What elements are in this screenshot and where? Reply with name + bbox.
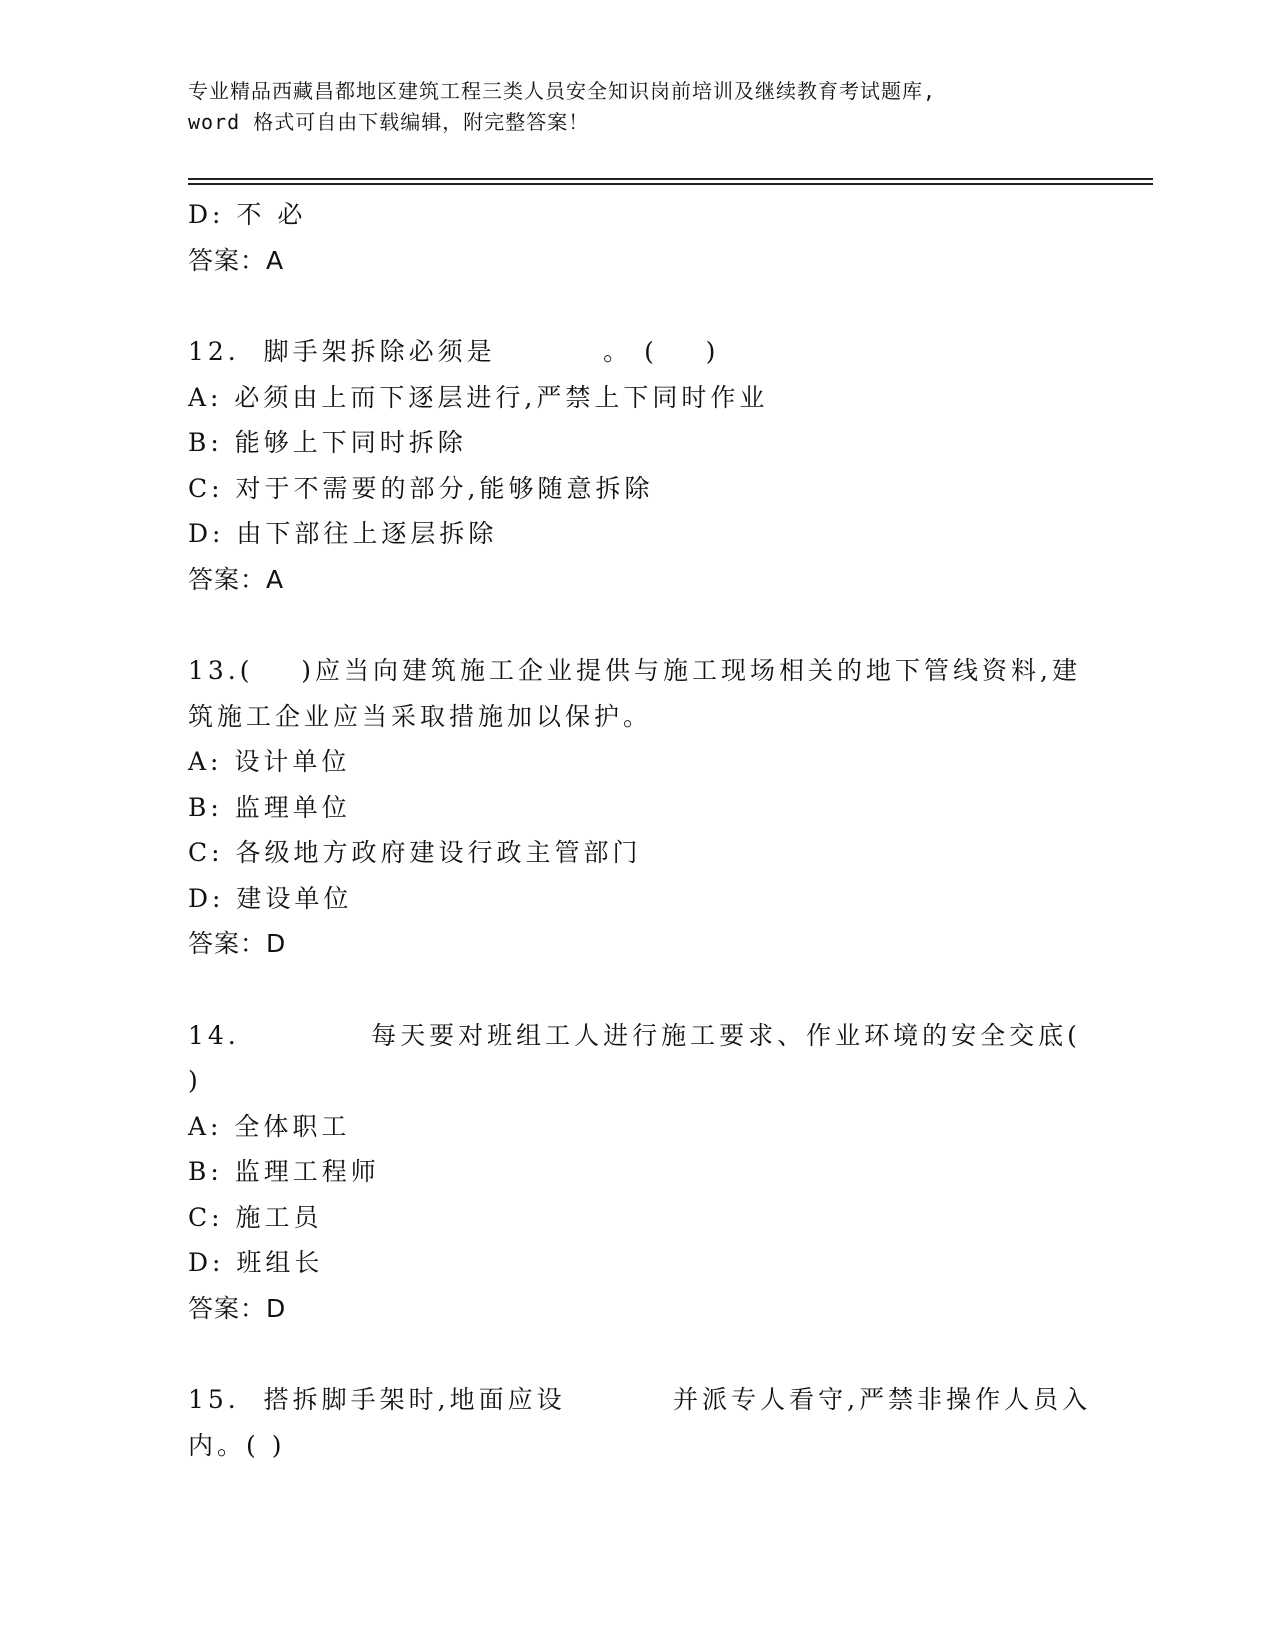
question-12-option-d: D: 由下部往上逐层拆除 <box>188 519 498 548</box>
question-13-option-d: D: 建设单位 <box>188 883 353 913</box>
question-14-stem-line-2: ) <box>188 1066 202 1095</box>
question-14-stem-line-1: 14. 每天要对班组工人进行施工要求、作业环境的安全交底( <box>188 1020 1081 1050</box>
header-title-line-1: 专业精品西藏昌都地区建筑工程三类人员安全知识岗前培训及继续教育考试题库, <box>188 79 937 103</box>
question-13-stem-line-1: 13.( )应当向建筑施工企业提供与施工现场相关的地下管线资料,建 <box>188 656 1082 685</box>
question-13-option-c: C: 各级地方政府建设行政主管部门 <box>188 838 642 867</box>
question-13-option-a: A: 设计单位 <box>188 747 351 776</box>
question-12-option-c: C: 对于不需要的部分,能够随意拆除 <box>188 473 654 503</box>
spacer <box>188 283 1088 329</box>
question-13-answer: 答案：D <box>188 929 287 958</box>
answer-label: 答案：A <box>188 245 285 275</box>
header-divider-bottom <box>188 183 1153 185</box>
question-13-option-b: B: 监理单位 <box>188 792 351 822</box>
question-12-answer: 答案：A <box>188 564 285 594</box>
option-d: D: 不 必 <box>188 200 307 229</box>
question-12-option-a: A: 必须由上而下逐层进行,严禁上下同时作业 <box>188 382 769 412</box>
document-header <box>188 76 1088 138</box>
spacer <box>188 967 1088 1013</box>
question-14-option-b: B: 监理工程师 <box>188 1157 380 1186</box>
question-14-option-a: A: 全体职工 <box>188 1111 351 1141</box>
question-14-option-d: D: 班组长 <box>188 1248 324 1277</box>
question-14-answer: 答案：D <box>188 1293 287 1323</box>
question-13-stem-line-2: 筑施工企业应当采取措施加以保护。 <box>188 701 653 731</box>
question-12-option-b: B: 能够上下同时拆除 <box>188 428 467 457</box>
question-list <box>188 192 1092 1468</box>
header-divider-top <box>188 178 1153 180</box>
question-14-option-c: C: 施工员 <box>188 1202 323 1232</box>
question-15-stem-line-1: 15. 搭拆脚手架时,地面应设 并派专人看守,严禁非操作人员入 <box>188 1385 1092 1414</box>
question-12-stem: 12. 脚手架拆除必须是 。 ( ) <box>188 337 720 366</box>
header-title-line-2: word 格式可自由下载编辑，附完整答案！ <box>188 110 590 134</box>
spacer <box>188 602 1088 648</box>
question-15-stem-line-2: 内。( ) <box>188 1430 286 1460</box>
spacer <box>188 1331 1088 1377</box>
